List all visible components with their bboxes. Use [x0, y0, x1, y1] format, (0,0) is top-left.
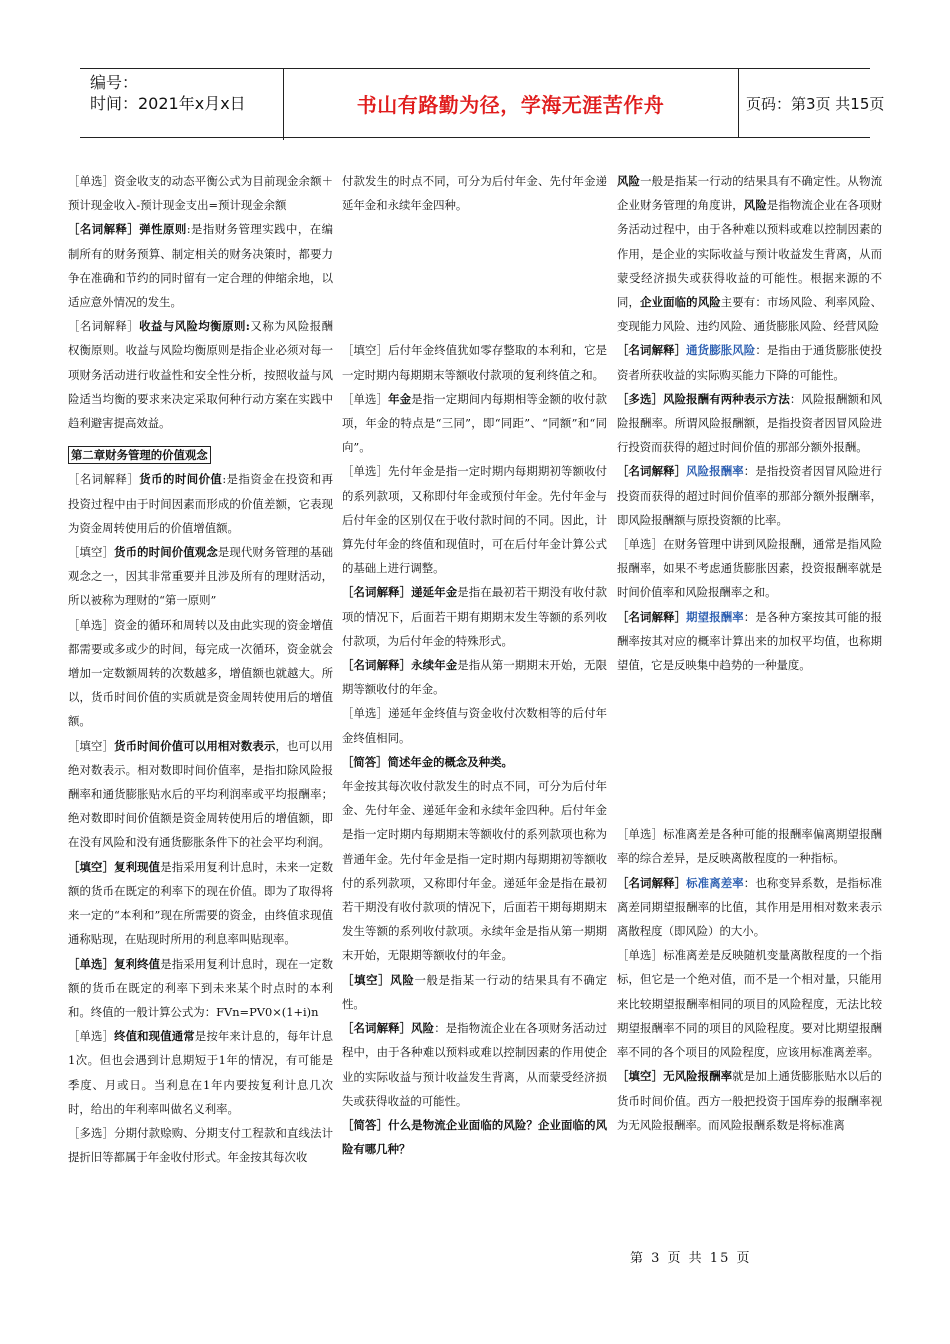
- paragraph: ［单选］先付年金是指一定时期内每期期初等额收付的系列款项，又称即付年金或预付年金。先付年金与后付年金的区别仅在于收付款时间的不同。因此，计算先付年金的终值和现值时，可在后付年金计算公式的基础上进行调整。: [342, 464, 607, 576]
- header-page-info: 页码：第3页 共15页: [746, 94, 885, 113]
- paragraph: ［名词解释］风险：是指物流企业在各项财务活动过程中，由于各种难以预料或难以控制因素的作用使企业的实际收益与预计收益发生背离，从而蒙受经济损失或获得收益的可能性。: [342, 1021, 607, 1108]
- text-column-2: [342, 169, 607, 1161]
- paragraph: 风险一般是指某一行动的结果具有不确定性。从物流企业财务管理的角度讲，风险是指物流企业在各项财务活动过程中，由于各种难以预料或难以控制因素的作用，是企业的实际收益与预计收益发生背离，从而蒙受经济损失或获得收益的可能性。根据来源的不同，企业面临的风险主要有：市场风险、利率风险、变现能力风险、违约风险、通货膨胀风险、经营风险: [617, 174, 882, 334]
- paragraph: ［单选］资金的循环和周转以及由此实现的资金增值都需要或多或少的时间，每完成一次循环，资金就会增加一定数额周转的次数越多，增值额也就越大。所以，货币时间价值的实质就是资金周转使用后的增值额。: [68, 617, 333, 729]
- paragraph: ［单选］标准离差是反映随机变量离散程度的一个指标，但它是一个绝对值，而不是一个相对量，只能用来比较期望报酬率相同的项目的风险程度，无法比较期望报酬率不同的项目的风险程度。要对比期望报酬率不同的各个项目的风险程度，应该用标准离差率。: [617, 948, 882, 1060]
- paragraph: 年金按其每次收付款发生的时点不同，可分为后付年金、先付年金、递延年金和永续年金四种。后付年金是指一定时期内每期期末等额收付的系列款项也称为普通年金。先付年金是指一定时期内每期期初等额收付的系列款项，又称即付年金。递延年金是指在最初若干期没有收付款项的情况下，后面若干期每期期末发生等额的系列收付款项。永续年金是指从第一期期末开始，无限期等额收付的年金。: [342, 779, 607, 963]
- paragraph: ［填空］货币的时间价值观念是现代财务管理的基础观念之一，因其非常重要并且涉及所有的理财活动，所以被称为理财的“第一原则”: [68, 545, 333, 608]
- paragraph: ［名词解释］收益与风险均衡原则:又称为风险报酬权衡原则。收益与风险均衡原则是指企业必须对每一项财务活动进行收益性和安全性分析，按照收益与风险适当均衡的要求来决定采取何种行动方案在实践中趋利避害提高效益。: [68, 319, 333, 431]
- paragraph: ［单选］标准离差是各种可能的报酬率偏离期望报酬率的综合差异，是反映离散程度的一种指标。: [617, 827, 882, 866]
- text-column-1: [68, 169, 333, 1169]
- paragraph: ［名词解释］永续年金是指从第一期期末开始，无限期等额收付的年金。: [342, 658, 607, 697]
- header-motto-cell: [283, 69, 739, 137]
- paragraph: ［单选］在财务管理中讲到风险报酬，通常是指风险报酬率，如果不考虑通货膨胀因素，投资报酬率就是时间价值率和风险报酬率之和。: [617, 537, 882, 600]
- paragraph: ［简答］什么是物流企业面临的风险？企业面临的风险有哪几种？: [342, 1117, 607, 1157]
- paragraph: ［填空］货币时间价值可以用相对数表示，也可以用绝对数表示。相对数即时间价值率，是指扣除风险报酬率和通货膨胀贴水后的平均利润率或平均报酬率；绝对数即时间价值额是资金周转使用后的增值额，即在没有风险和没有通货膨胀条件下的社会平均利润。: [68, 738, 333, 850]
- text-column-3: [617, 169, 882, 1137]
- paragraph: ［多选］分期付款赊购、分期支付工程款和直线法计提折旧等都属于年金收付形式。年金按其每次收: [68, 1125, 333, 1165]
- chapter-heading: 第二章财务管理的价值观念: [68, 443, 333, 467]
- header-motto: 书山有路勤为径，学海无涯苦作舟: [356, 92, 665, 117]
- paragraph: ［填空］无风险报酬率就是加上通货膨胀贴水以后的货币时间价值。西方一般把投资于国库券的报酬率视为无风险报酬率。而风险报酬系数是将标准离: [617, 1069, 882, 1132]
- paragraph: ［单选］复利终值是指采用复利计息时，现在一定数额的货币在既定的利率下到未来某个时点时的本利和。终值的一般计算公式为：FVn=PV0×(1+i)n: [68, 956, 333, 1019]
- paragraph: ［填空］复利现值是指采用复利计息时，未来一定数额的货币在既定的利率下的现在价值。即为了取得将来一定的“本利和”现在所需要的资金，由终值求现值通称贴现，在贴现时所用的利息率叫贴现率。: [68, 859, 333, 947]
- paragraph: ［多选］风险报酬有两种表示方法：风险报酬额和风险报酬率。所谓风险报酬额，是指投资者因冒风险进行投资而获得的超过时间价值的那部分额外报酬。: [617, 391, 882, 455]
- paragraph: ［单选］递延年金终值与资金收付次数相等的后付年金终值相同。: [342, 706, 607, 745]
- paragraph: ［填空］风险一般是指某一行动的结果具有不确定性。: [342, 972, 607, 1011]
- paragraph: ［名词解释］递延年金是指在最初若干期没有收付款项的情况下，后面若干期有期期末发生等额的系列收付款项，为后付年金的特殊形式。: [342, 585, 607, 648]
- page-header: [80, 68, 885, 138]
- document-number-label: 编号：: [90, 73, 139, 92]
- document-time-label: 时间：2021年x月x日: [90, 94, 246, 113]
- paragraph: ［简答］简述年金的概念及种类。: [342, 754, 513, 769]
- paragraph: ［名词解释］标准离差率：也称变异系数，是指标准离差同期望报酬率的比值，其作用是用相对数来表示离散程度（即风险）的大小。: [617, 875, 882, 939]
- header-meta: [80, 69, 284, 140]
- paragraph: ［单选］年金是指一定期间内每期相等金额的收付款项，年金的特点是“三同”，即“同距”、“同额”和“同向”。: [342, 391, 607, 455]
- paragraph: ［单选］终值和现值通常是按年来计息的，每年计息1次。但也会遇到计息期短于1年的情况，有可能是季度、月或日。当利息在1年内要按复利计息几次时，给出的年利率叫做名义利率。: [68, 1029, 333, 1116]
- paragraph: ［名词解释］通货膨胀风险：是指由于通货膨胀使投资者所获收益的实际购买能力下降的可能性。: [617, 343, 882, 382]
- paragraph: ［填空］后付年金终值犹如零存整取的本利和，它是一定时期内每期期末等额收付款项的复利终值之和。: [342, 343, 607, 382]
- paragraph: ［名词解释］期望报酬率：是各种方案按其可能的报酬率按其对应的概率计算出来的加权平均值，也称期望值，它是反映集中趋势的一种量度。: [617, 609, 882, 673]
- paragraph: ［单选］资金收支的动态平衡公式为目前现金余额＋预计现金收入-预计现金支出=预计现金余额: [68, 174, 333, 213]
- paragraph: 付款发生的时点不同，可分为后付年金、先付年金递延年金和永续年金四种。: [342, 174, 607, 213]
- paragraph: ［名词解释］风险报酬率：是指投资者因冒风险进行投资而获得的超过时间价值率的那部分额外报酬率，即风险报酬额与原投资额的比率。: [617, 464, 882, 527]
- paragraph: ［名词解释］弹性原则:是指财务管理实践中，在编制所有的财务预算、制定相关的财务决策时，都要力争在准确和节约的同时留有一定合理的伸缩余地，以适应意外情况的发生。: [68, 222, 333, 310]
- page-footer: 第 3 页 共 15 页: [630, 1251, 752, 1266]
- paragraph: ［名词解释］货币的时间价值:是指资金在投资和再投资过程中由于时间因素而形成的价值差额，它表现为资金周转使用后的价值增值额。: [68, 472, 333, 535]
